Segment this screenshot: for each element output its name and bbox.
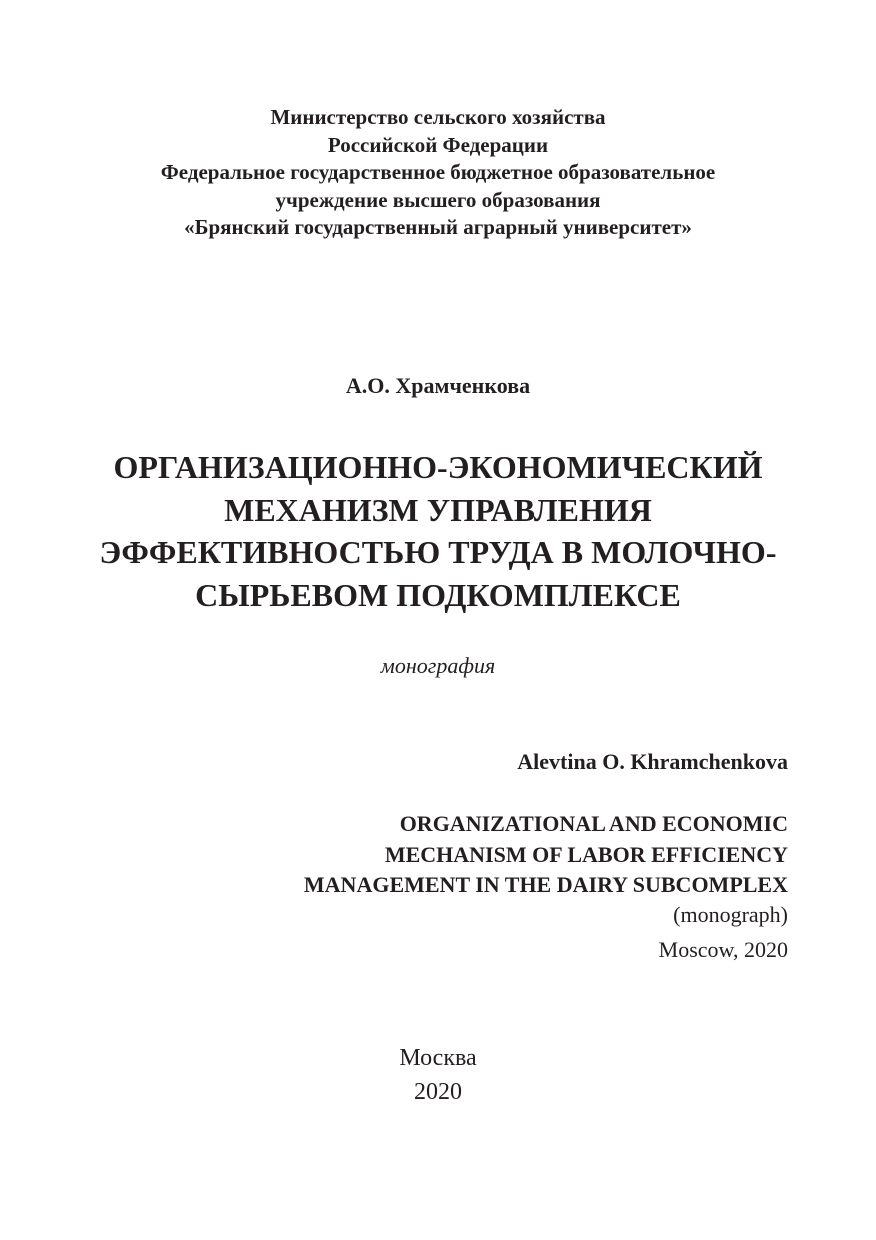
title-ru-line: СЫРЬЕВОМ ПОДКОМПЛЕКСЕ — [195, 576, 681, 613]
institution-line: Российской Федерации — [327, 132, 549, 157]
imprint — [0, 1041, 876, 1109]
title-en-line: ORGANIZATIONAL AND ECONOMIC — [399, 811, 788, 836]
imprint-year: 2020 — [414, 1079, 462, 1105]
institution-line: Министерство сельского хозяйства — [270, 105, 606, 129]
institution-line: учреждение высшего образования — [275, 187, 601, 212]
title-ru-line: ЭФФЕКТИВНОСТЬЮ ТРУДА В МОЛОЧНО- — [99, 534, 777, 570]
imprint-city: Москва — [399, 1045, 477, 1071]
title-en-line: MANAGEMENT IN THE DAIRY SUBCOMPLEX — [303, 872, 788, 897]
genre-ru: монография — [380, 653, 496, 678]
book-title-en — [304, 809, 788, 901]
place-year-en: Moscow, 2020 — [658, 937, 788, 962]
author-ru: А.О. Храмченкова — [345, 373, 531, 398]
book-title-ru — [0, 446, 876, 616]
genre-en: (monograph) — [673, 902, 788, 927]
institution-line: «Брянский государственный аграрный университет» — [184, 215, 692, 240]
title-en-line: MECHANISM OF LABOR EFFICIENCY — [384, 841, 788, 867]
institution-line: Федеральное государственное бюджетное образовательное — [160, 160, 716, 185]
title-ru-line: ОРГАНИЗАЦИОННО-ЭКОНОМИЧЕСКИЙ — [113, 449, 763, 485]
title-ru-line: МЕХАНИЗМ УПРАВЛЕНИЯ — [224, 491, 652, 528]
institution-header — [0, 104, 876, 242]
author-en: Alevtina O. Khramchenkova — [517, 749, 788, 774]
